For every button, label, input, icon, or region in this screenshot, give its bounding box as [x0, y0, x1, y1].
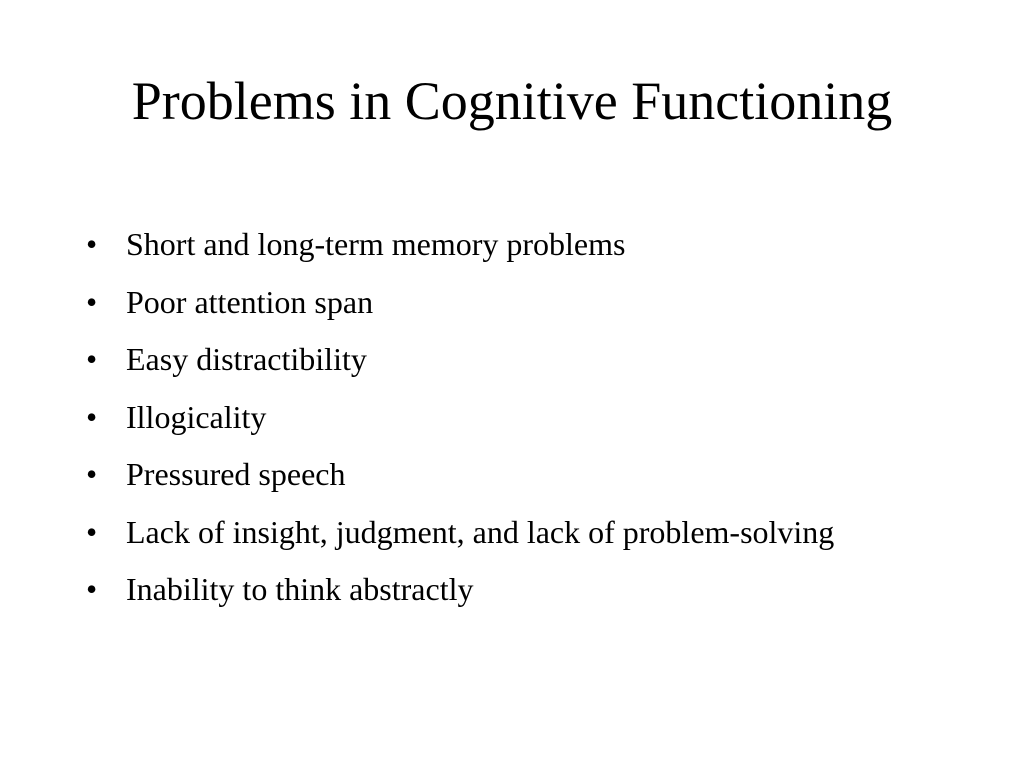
- bullet-text: Lack of insight, judgment, and lack of problem-solving: [126, 513, 835, 550]
- bullet-text: Short and long-term memory problems: [126, 226, 626, 262]
- bullet-dot-icon: •: [86, 226, 98, 262]
- bullet-dot-icon: •: [86, 456, 98, 492]
- bullet-text: Inability to think abstractly: [126, 571, 474, 607]
- bullet-item: [86, 340, 946, 378]
- bullet-item: [86, 225, 946, 263]
- bullet-text: Illogicality: [126, 398, 267, 435]
- bullet-dot-icon: •: [86, 283, 98, 320]
- bullet-text: Pressured speech: [126, 456, 346, 492]
- bullet-item: [86, 455, 946, 493]
- bullet-text: Poor attention span: [126, 283, 374, 320]
- bullet-item: [86, 513, 946, 551]
- bullet-dot-icon: •: [86, 513, 98, 550]
- bullet-dot-icon: •: [86, 341, 98, 377]
- bullet-item: [86, 398, 946, 436]
- bullet-item: [86, 570, 946, 608]
- bullet-dot-icon: •: [86, 571, 98, 607]
- bullet-item: [86, 283, 946, 321]
- bullet-text: Easy distractibility: [126, 341, 367, 377]
- slide-title: Problems in Cognitive Functioning: [131, 71, 893, 131]
- bullet-dot-icon: •: [86, 398, 98, 435]
- bullet-list: [86, 225, 946, 628]
